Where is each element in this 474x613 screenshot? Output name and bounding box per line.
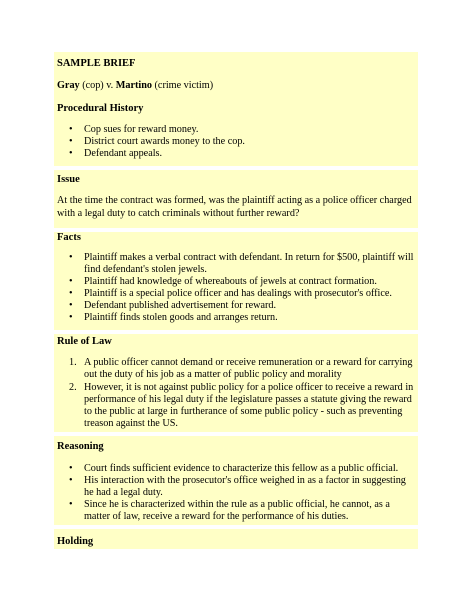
section-heading-holding: Holding: [57, 536, 94, 547]
list-item: • Court finds sufficient evidence to characterize this fellow as a public official.: [69, 463, 399, 474]
plaintiff-role: (cop): [82, 80, 104, 91]
procedural-history-list: [57, 124, 415, 160]
section-heading-issue: Issue: [57, 174, 80, 185]
issue-text: At the time the contract was formed, was the plaintiff acting as a police officer charged with a legal duty to catch criminals without further reward?: [57, 195, 412, 219]
case-name: [57, 80, 415, 93]
document-title: SAMPLE BRIEF: [57, 58, 136, 69]
list-item: 1. A public officer cannot demand or receive remuneration or a reward for carrying out the duty of his job as a matter of public policy and morality: [69, 357, 413, 380]
section-heading-procedural-history: Procedural History: [57, 103, 144, 114]
rule-of-law-list: [57, 357, 415, 430]
list-item: • District court awards money to the cop.: [69, 136, 245, 147]
list-item: • Defendant appeals.: [69, 148, 163, 159]
defendant-name: Martino: [115, 80, 152, 91]
reasoning-list: [57, 463, 415, 523]
defendant-role: (crime victim): [154, 80, 214, 91]
section-heading-facts: Facts: [57, 232, 81, 243]
list-item: • His interaction with the prosecutor's office weighed in as a factor in suggesting he had a legal duty.: [69, 475, 406, 498]
list-item: 2. However, it is not against public policy for a police officer to receive a reward in performance of his legal duty if the legislature passes a statute giving the reward to the public at large in furtherance of some public policy - such as preventing treason against the US.: [69, 382, 414, 429]
list-item: • Plaintiff finds stolen goods and arranges return.: [69, 312, 278, 323]
section-heading-reasoning: Reasoning: [57, 441, 104, 452]
versus: v.: [106, 80, 114, 91]
list-item: • Defendant published advertisement for reward.: [69, 300, 277, 311]
section-heading-rule-of-law: Rule of Law: [57, 336, 112, 347]
list-item: • Cop sues for reward money.: [69, 124, 199, 135]
list-item: • Plaintiff makes a verbal contract with defendant. In return for $500, plaintiff will find defendant's stolen jewels.: [69, 252, 414, 275]
highlight-band: [54, 529, 418, 549]
facts-list: [57, 252, 415, 324]
list-item: • Since he is characterized within the rule as a public official, he cannot, as a matter of law, receive a reward for the performance of his duties.: [69, 499, 390, 522]
plaintiff-name: Gray: [57, 80, 80, 91]
list-item: • Plaintiff is a special police officer and has dealings with prosecutor's office.: [69, 288, 392, 299]
list-item: • Plaintiff had knowledge of whereabouts of jewels at contract formation.: [69, 276, 377, 287]
